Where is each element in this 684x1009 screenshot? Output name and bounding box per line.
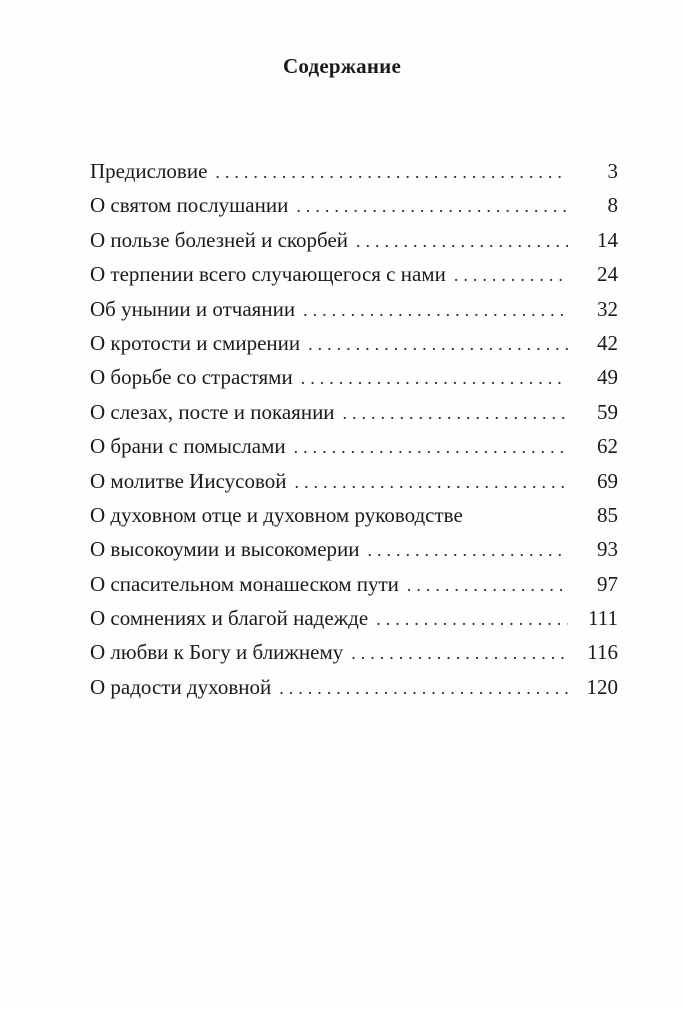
dot-leader [296,189,568,223]
dot-leader [407,568,568,602]
toc-entry-title: Предисловие [90,159,208,183]
dot-leader [279,671,568,705]
toc-entry [90,223,618,257]
toc-entry-title: О пользе болезней и скорбей [90,227,349,252]
toc-entry-title: О терпении всего случающегося с нами [90,262,446,287]
toc-entry [90,292,618,326]
toc-entry [90,154,618,188]
dot-leader [376,602,568,636]
toc-entry-page-number: 3 [607,159,618,183]
toc-entry [90,601,618,635]
dot-leader [215,155,568,189]
toc-entry [90,188,618,222]
toc-entry-title: О любви к Богу и ближнему [90,640,344,665]
toc-entry-title: Об унынии и отчаянии [90,296,296,321]
dot-leader [294,430,568,464]
toc-entry-title: О сомнениях и благой надежде [90,606,369,631]
toc-entry-page-number: 14 [597,227,618,252]
dot-leader [301,361,568,395]
toc-entry-page-number: 24 [597,262,618,287]
toc-entry-title: О молитве Иисусовой [90,468,287,493]
page-title: Содержание [283,54,401,78]
toc-entry-title: О спасительном монашеском пути [90,571,399,596]
dot-leader [351,636,568,670]
toc-entry-title: О высокоумии и высокомерии [90,537,360,562]
toc-entry-page-number: 85 [597,502,618,527]
dot-leader [454,258,568,292]
toc-entry-page-number: 59 [597,399,618,424]
toc-entry-page-number: 111 [588,606,618,631]
dot-leader [308,327,568,361]
toc-entry-page-number: 93 [597,537,618,562]
toc-entry [90,395,618,429]
toc-entry-page-number: 116 [587,640,618,665]
toc-entry [90,670,618,704]
toc-entry-page-number: 42 [597,330,618,355]
toc-entry-title: О радости духовной [90,674,272,699]
toc-entry-page-number: 120 [586,674,618,699]
toc-entry-page-number: 97 [597,571,618,596]
toc-entry-title: О брани с помыслами [90,434,286,459]
toc-entry-page-number: 62 [597,434,618,459]
toc-entry [90,464,618,498]
toc-entry-title: О кротости и смирении [90,330,301,355]
toc-entry-page-number: 49 [597,365,618,390]
toc-entry [90,326,618,360]
toc-entry-title: О борьбе со страстями [90,365,293,390]
toc-entry-page-number: 69 [597,468,618,493]
toc-entry-page-number: 8 [607,193,618,218]
toc-entry-title: О духовном отце и духовном руководстве [90,502,463,527]
dot-leader [343,396,568,430]
toc-entry [90,360,618,394]
dot-leader [294,465,568,499]
dot-leader [368,533,569,567]
table-of-contents [90,154,618,704]
toc-entry [90,257,618,291]
toc-entry [90,635,618,669]
dot-leader [303,293,568,327]
dot-leader [356,224,568,258]
toc-entry [90,429,618,463]
toc-entry-page-number: 32 [597,296,618,321]
toc-entry [90,567,618,601]
toc-entry-title: О святом послушании [90,193,289,218]
toc-entry-title: О слезах, посте и покаянии [90,399,335,424]
toc-entry [90,532,618,566]
toc-entry [90,498,618,532]
